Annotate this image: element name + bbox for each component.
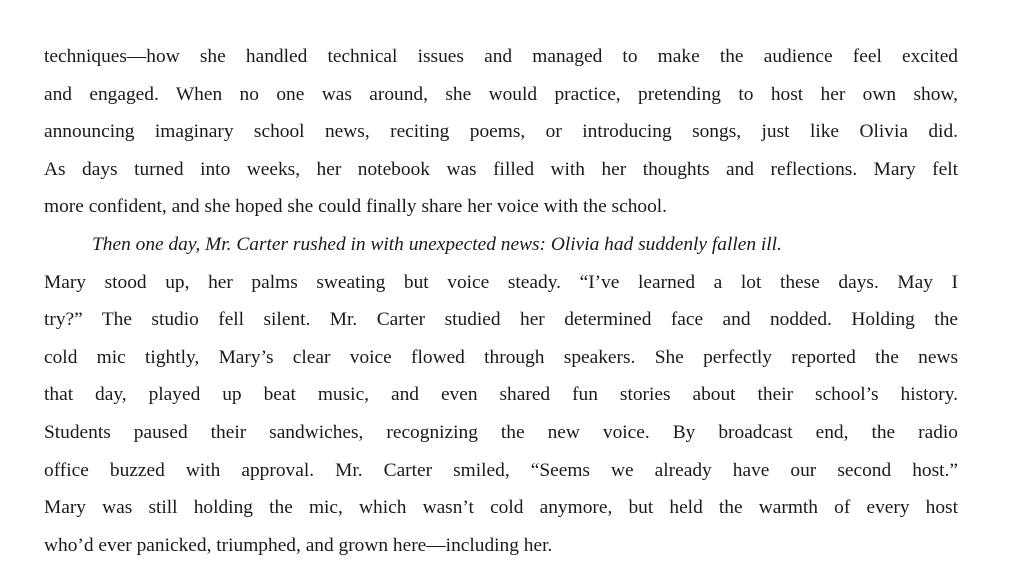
text-line: more confident, and she hoped she could finally share her voice with the school. — [44, 196, 668, 218]
text-line: Mary stood up, her palms sweating but voice steady. “I’ve learned a lot these days. May I — [44, 271, 958, 293]
text-line: try?” The studio fell silent. Mr. Carter studied her determined face and nodded. Holding the — [44, 309, 958, 331]
text-line: Students paused their sandwiches, recognizing the new voice. By broadcast end, the radio — [44, 421, 958, 443]
paragraph-opening-italic: Then one day, Mr. Carter rushed in with unexpected news: Olivia had suddenly fallen ill. — [92, 233, 782, 255]
paragraph-2 — [44, 226, 958, 564]
text-line: cold mic tightly, Mary’s clear voice flowed through speakers. She perfectly reported the news — [44, 346, 958, 368]
story-text — [44, 38, 958, 564]
text-line: announcing imaginary school news, reciting poems, or introducing songs, just like Olivia did. — [44, 121, 958, 143]
text-line: who’d ever panicked, triumphed, and grown here—including her. — [44, 534, 553, 556]
text-line: office buzzed with approval. Mr. Carter smiled, “Seems we already have our second host.” — [44, 459, 958, 481]
text-line: As days turned into weeks, her notebook was filled with her thoughts and reflections. Mary felt — [44, 158, 958, 180]
text-line: that day, played up beat music, and even shared fun stories about their school’s history. — [44, 384, 958, 406]
text-line: techniques—how she handled technical issues and managed to make the audience feel excited — [44, 46, 958, 67]
paragraph-1 — [44, 38, 958, 226]
text-line: and engaged. When no one was around, she would practice, pretending to host her own show, — [44, 83, 958, 105]
text-line: Mary was still holding the mic, which wasn’t cold anymore, but held the warmth of every host — [44, 497, 958, 519]
